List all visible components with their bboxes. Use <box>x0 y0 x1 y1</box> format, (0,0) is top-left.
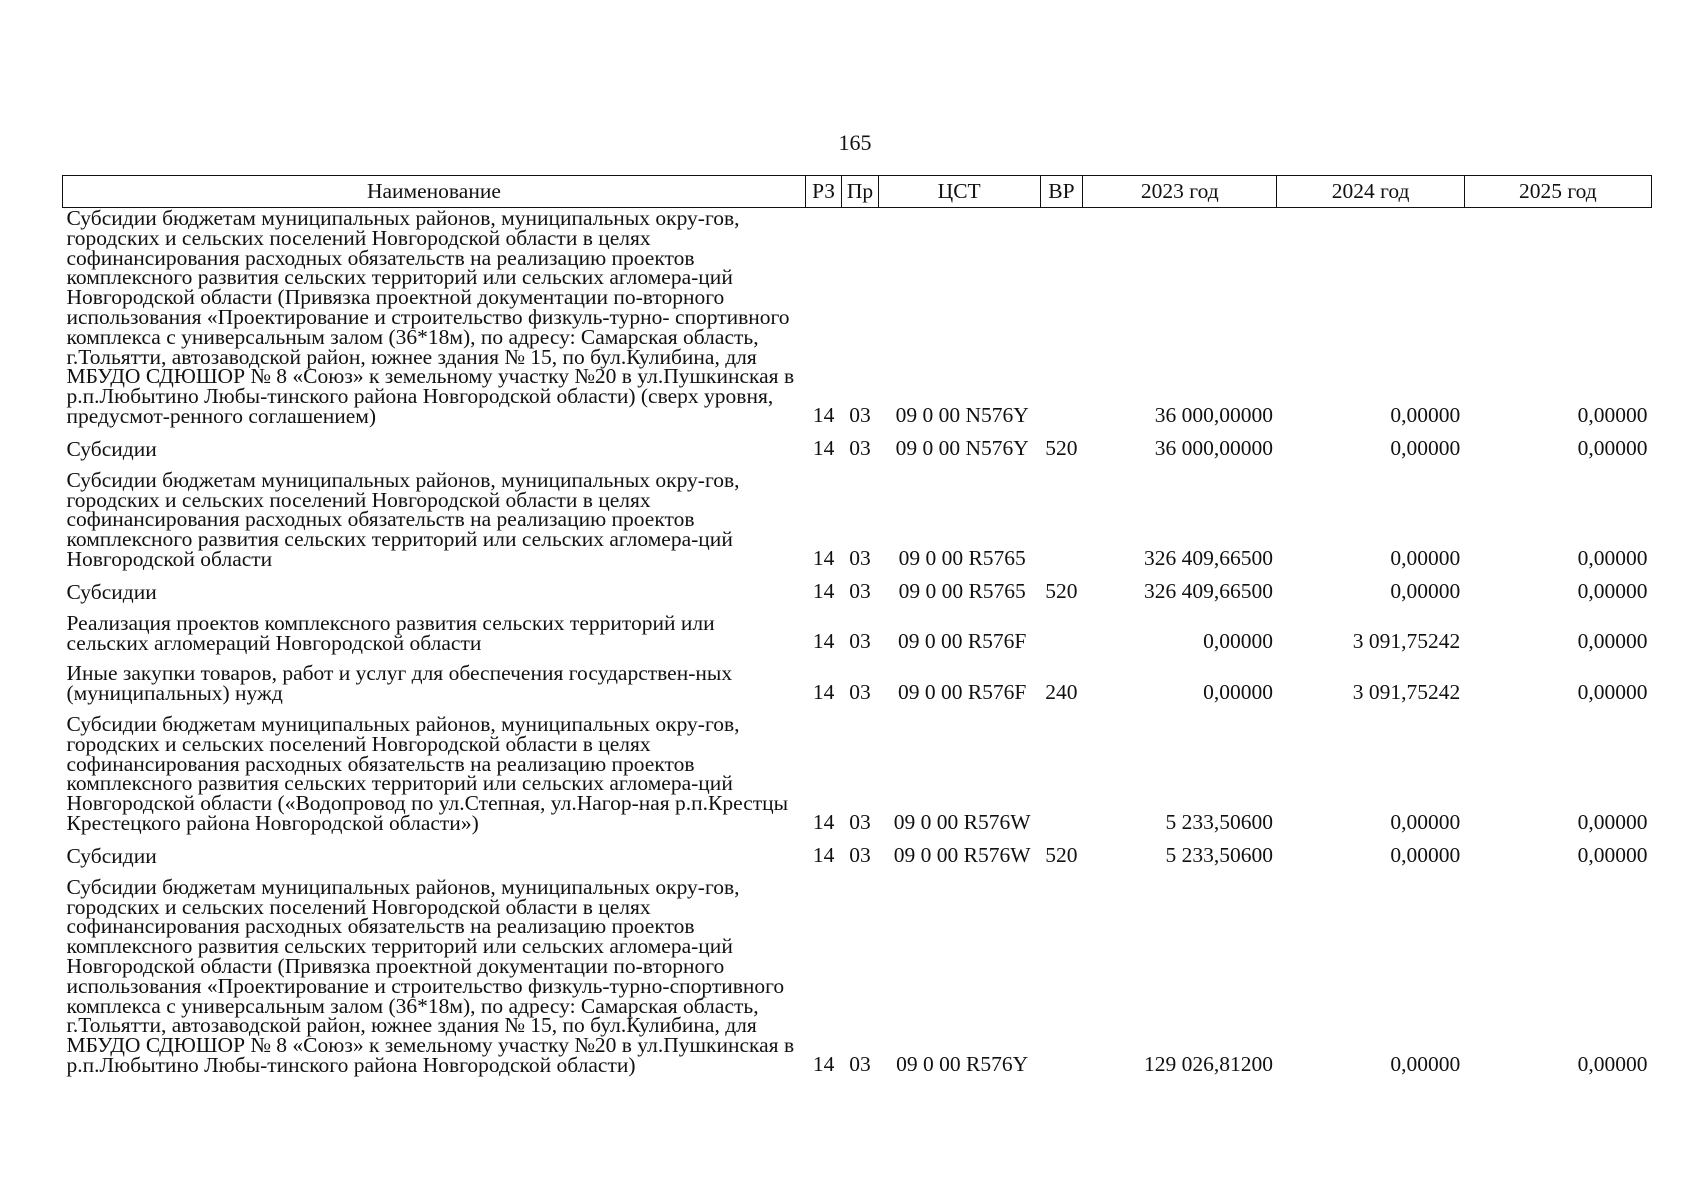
table-row <box>63 208 1652 427</box>
row-pr: 03 <box>849 679 871 704</box>
table-row <box>63 877 1652 1076</box>
row-amount-2025: 0,00000 <box>1577 435 1648 460</box>
table-header-row <box>63 176 1652 208</box>
table-row <box>63 470 1652 570</box>
row-vr <box>1040 208 1083 427</box>
row-rz: 14 <box>812 1051 835 1076</box>
table-row <box>63 580 1652 603</box>
row-amount-2025: 0,00000 <box>1577 809 1648 834</box>
row-name: Субсидии бюджетам муниципальных районов, муниципальных окру-гов, городских и сельских поселений Новгородской области в целях софинансирования расходных обязательств на реализацию проектов комплексного развития сельских территорий или сельских агломера-ций Новгородской области («Водопровод по ул.Степная, ул.Нагор-ная р.п.Крестцы Крестецкого района Новгородской области») <box>66 711 789 835</box>
table-row <box>63 663 1652 704</box>
row-amount-2023: 5 233,50600 <box>1165 809 1273 834</box>
row-rz: 14 <box>812 842 835 867</box>
row-vr <box>1040 877 1083 1076</box>
page-number: 165 <box>838 130 872 155</box>
row-pr: 03 <box>849 842 871 867</box>
row-amount-2024: 0,00000 <box>1390 402 1461 427</box>
column-header-2025: 2025 год <box>1464 176 1651 208</box>
row-amount-2025: 0,00000 <box>1577 629 1648 654</box>
row-rz: 14 <box>812 809 835 834</box>
row-amount-2025: 0,00000 <box>1577 402 1648 427</box>
row-name: Субсидии <box>66 843 157 868</box>
row-amount-2023: 36 000,00000 <box>1154 402 1273 427</box>
row-cst: 09 0 00 R576F <box>897 679 1027 704</box>
row-pr: 03 <box>849 1051 871 1076</box>
row-rz: 14 <box>812 402 835 427</box>
row-name: Иные закупки товаров, работ и услуг для обеспечения государствен-ных (муниципальных) нужд <box>66 661 733 706</box>
row-cst: 09 0 00 R5765 <box>898 545 1026 570</box>
row-name: Субсидии бюджетам муниципальных районов, муниципальных окру-гов, городских и сельских поселений Новгородской области в целях софинансирования расходных обязательств на реализацию проектов комплексного развития сельских территорий или сельских агломера-ций Новгородской области (Привязка проектной документации по-вторного использования «Проектирование и строительство физкуль-турно-спортивного комплекса с универсальным залом (36*18м), по адресу: Самарская область, г.Тольятти, автозаводской район, южнее здания № 15, по бул.Кулибина, для МБУДО СДЮШОР № 8 «Союз» к земельному участку №20 в ул.Пушкинская в р.п.Любытино Любы-тинского района Новгородской области) <box>66 874 795 1077</box>
row-cst: 09 0 00 R576F <box>897 629 1027 654</box>
column-header-rz: РЗ <box>805 176 841 208</box>
row-vr: 520 <box>1045 842 1078 867</box>
budget-table <box>62 175 1652 1076</box>
row-vr: 520 <box>1045 578 1078 603</box>
row-amount-2025: 0,00000 <box>1577 842 1648 867</box>
row-amount-2025: 0,00000 <box>1577 1051 1648 1076</box>
row-pr: 03 <box>849 402 871 427</box>
row-pr: 03 <box>849 629 871 654</box>
row-cst: 09 0 00 N576Y <box>895 402 1029 427</box>
row-vr <box>1040 714 1083 834</box>
column-header-2023: 2023 год <box>1083 176 1277 208</box>
row-name: Субсидии <box>66 436 157 461</box>
table-row <box>63 844 1652 867</box>
table-row <box>63 714 1652 834</box>
row-rz: 14 <box>812 679 835 704</box>
row-name: Субсидии бюджетам муниципальных районов, муниципальных окру-гов, городских и сельских поселений Новгородской области в целях софинансирования расходных обязательств на реализацию проектов комплексного развития сельских территорий или сельских агломера-ций Новгородской области (Привязка проектной документации по-вторного использования «Проектирование и строительство физкуль-турно- спортивного комплекса с универсальным залом (36*18м), по адресу: Самарская область, г.Тольятти, автозаводской район, южнее здания № 15, по бул.Кулибина, для МБУДО СДЮШОР № 8 «Союз» к земельному участку №20 в ул.Пушкинская в р.п.Любытино Любы-тинского района Новгородской области) (сверх уровня, предусмот-ренного соглашением) <box>66 206 795 428</box>
row-rz: 14 <box>812 545 835 570</box>
row-cst: 09 0 00 R576W <box>893 842 1031 867</box>
column-header-pr: Пр <box>842 176 878 208</box>
row-cst: 09 0 00 R576Y <box>896 1051 1029 1076</box>
row-name: Субсидии бюджетам муниципальных районов, муниципальных окру-гов, городских и сельских поселений Новгородской области в целях софинансирования расходных обязательств на реализацию проектов комплексного развития сельских территорий или сельских агломера-ций Новгородской области <box>66 467 740 571</box>
row-amount-2023: 326 409,66500 <box>1143 545 1273 570</box>
row-amount-2024: 0,00000 <box>1390 578 1461 603</box>
row-vr <box>1040 470 1083 570</box>
row-amount-2024: 0,00000 <box>1390 842 1461 867</box>
row-amount-2023: 5 233,50600 <box>1165 842 1273 867</box>
row-amount-2024: 0,00000 <box>1390 545 1461 570</box>
row-amount-2024: 0,00000 <box>1390 809 1461 834</box>
row-rz: 14 <box>812 578 835 603</box>
row-pr: 03 <box>849 545 871 570</box>
row-amount-2024: 3 091,75242 <box>1352 679 1461 704</box>
row-cst: 09 0 00 R576W <box>893 809 1031 834</box>
row-vr: 240 <box>1045 679 1078 704</box>
column-header-2024: 2024 год <box>1277 176 1464 208</box>
row-amount-2023: 0,00000 <box>1203 679 1273 704</box>
row-rz: 14 <box>812 629 835 654</box>
row-amount-2024: 0,00000 <box>1390 435 1461 460</box>
column-header-cst: ЦСТ <box>878 176 1040 208</box>
table-body <box>63 208 1652 1076</box>
row-cst: 09 0 00 R5765 <box>898 578 1026 603</box>
table-row <box>63 437 1652 460</box>
row-amount-2023: 36 000,00000 <box>1154 435 1273 460</box>
row-amount-2025: 0,00000 <box>1577 679 1648 704</box>
row-pr: 03 <box>849 435 871 460</box>
row-name: Реализация проектов комплексного развития сельских территорий или сельских агломераций Новгородской области <box>66 610 715 655</box>
row-cst: 09 0 00 N576Y <box>895 435 1029 460</box>
row-amount-2023: 326 409,66500 <box>1143 578 1273 603</box>
column-header-name: Наименование <box>63 176 806 208</box>
row-name: Субсидии <box>66 579 157 604</box>
row-amount-2025: 0,00000 <box>1577 578 1648 603</box>
row-amount-2024: 0,00000 <box>1390 1051 1461 1076</box>
row-amount-2023: 0,00000 <box>1203 629 1273 654</box>
row-vr: 520 <box>1045 435 1078 460</box>
row-vr <box>1040 613 1083 654</box>
column-header-vr: ВР <box>1040 176 1083 208</box>
row-amount-2023: 129 026,81200 <box>1143 1051 1273 1076</box>
row-amount-2024: 3 091,75242 <box>1352 629 1461 654</box>
row-pr: 03 <box>849 578 871 603</box>
row-rz: 14 <box>812 435 835 460</box>
table-row <box>63 613 1652 654</box>
row-pr: 03 <box>849 809 871 834</box>
row-amount-2025: 0,00000 <box>1577 545 1648 570</box>
